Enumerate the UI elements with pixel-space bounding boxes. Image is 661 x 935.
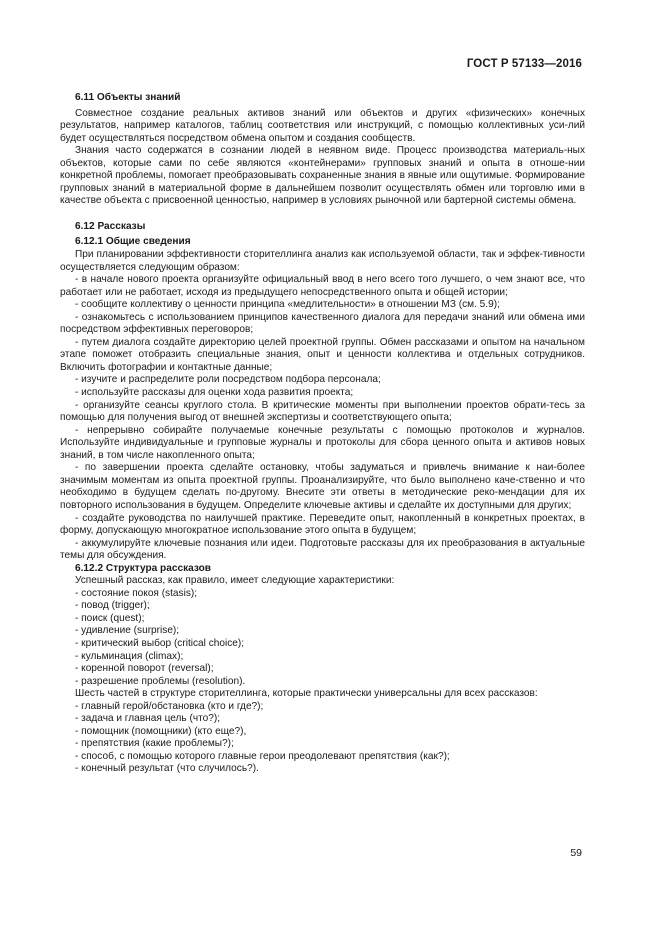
paragraph: Знания часто содержатся в сознании людей в неявном виде. Процесс производства материаль-ных объектов, которые сами по себе являются «контейнерами» групповых знаний и опыта в отноше-нии конкретной проблемы, помогает преобразовывать сохраненные знания в явные или ощутимые. Формирование групповых знаний в материальной форме в дальнейшем позволит осуществлять обмен или торговлю ими в качестве объекта с присвоенной ценностью, например в условиях рыночной или бартерной системы обмена. <box>60 145 585 207</box>
list-item: - путем диалога создайте директорию целей проектной группы. Обмен рассказами и опытом на начальном этапе поможет отобразить специальные знания, опыт и ценности коллектива и отдельных сотрудников. Включить фотографии и контактные данные; <box>60 336 585 373</box>
list-item: - помощник (помощники) (кто еще?), <box>75 725 247 737</box>
page-number: 59 <box>570 847 582 859</box>
list-item: - аккумулируйте ключевые познания или идеи. Подготовьте рассказы для их преобразования в актуальные темы для обсуждения. <box>60 537 585 562</box>
list-item: - удивление (surprise); <box>75 625 180 637</box>
paragraph: Шесть частей в структуре сторителлинга, которые практически универсальны для всех рассказов: <box>75 688 538 700</box>
subsection-heading-6-12-1: 6.12.1 Общие сведения <box>75 236 191 248</box>
section-heading-6-12: 6.12 Рассказы <box>75 220 146 232</box>
paragraph: Совместное создание реальных активов знаний или объектов и других «физических» конечных результатов, например каталогов, таблиц соответствия или инструкций, с помощью коллективных уси-лий будет осуществляться посредством обмена опытом и создания сообществ. <box>60 107 585 144</box>
list-item: - организуйте сеансы круглого стола. В критические моменты при выполнении проектов обрати-тесь за помощью для получения выгод от внешней экспертизы и соответствующего опыта; <box>60 399 585 424</box>
list-item: - создайте руководства по наилучшей практике. Переведите опыт, накопленный в конкретных проектах, в форму, допускающую многократное использование этого опыта в будущем; <box>60 512 585 537</box>
list-item: - поиск (quest); <box>75 612 145 624</box>
list-item: - сообщите коллективу о ценности принципа «медлительности» в отношении МЗ (см. 5.9); <box>75 299 500 311</box>
list-item: - конечный результат (что случилось?). <box>75 763 259 775</box>
list-item: - разрешение проблемы (resolution). <box>75 675 246 687</box>
list-item: - задача и главная цель (что?); <box>75 713 221 725</box>
list-item: - используйте рассказы для оценки хода развития проекта; <box>75 387 354 399</box>
list-item: - повод (trigger); <box>75 600 150 612</box>
subsection-heading-6-12-2: 6.12.2 Структура рассказов <box>75 562 211 574</box>
list-item: - непрерывно собирайте получаемые конечные результаты с помощью протоколов и журналов. Используйте индивидуальные и групповые журналы и протоколы для сбора ценного опыта и активов новых знаний, в том числе накопленного опыта; <box>60 424 585 461</box>
list-item: - главный герой/обстановка (кто и где?); <box>75 700 264 712</box>
paragraph: Успешный рассказ, как правило, имеет следующие характеристики: <box>75 575 395 587</box>
list-item: - коренной поворот (reversal); <box>75 663 214 675</box>
document-code: ГОСТ Р 57133—2016 <box>466 58 582 70</box>
list-item: - способ, с помощью которого главные герои преодолевают препятствия (как?); <box>75 750 450 762</box>
list-item: - препятствия (какие проблемы?); <box>75 738 234 750</box>
list-item: - ознакомьтесь с использованием принципов качественного диалога для передачи знаний или обмена ими посредством эффективных переговоров; <box>60 311 585 336</box>
list-item: - состояние покоя (stasis); <box>75 587 198 599</box>
paragraph: При планировании эффективности сторителлинга анализ как используемой области, так и эффек-тивности осуществляется следующим образом: <box>60 249 585 273</box>
list-item: - кульминация (climax); <box>75 650 184 662</box>
section-heading-6-11: 6.11 Объекты знаний <box>75 92 181 103</box>
list-item: - критический выбор (critical choice); <box>75 637 245 649</box>
list-item: - изучите и распределите роли посредством подбора персонала; <box>75 374 381 386</box>
list-item: - по завершении проекта сделайте остановку, чтобы задуматься и привлечь внимание к наи-более значимым моментам из опыта проектной группы. Проанализируйте, что было выполнено каче-ственно и что необходимо в будущем сделать по-другому. Внесите эти ответы в методические реко-мендации для их повторного использования в будущем. Определите ключевые активы и сделайте их доступными для других; <box>60 462 585 511</box>
list-item: - в начале нового проекта организуйте официальный ввод в него всего того лучшего, о чем знают все, что работает или не работает, исходя из предыдущего непосредственного опыта и общей истории; <box>60 274 585 298</box>
page-body <box>60 92 585 776</box>
